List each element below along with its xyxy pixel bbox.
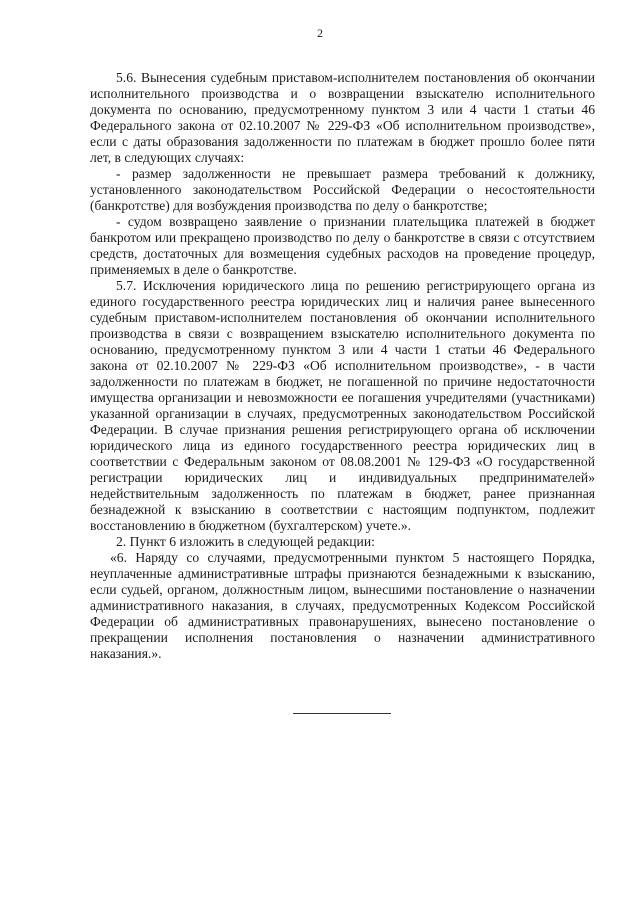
paragraph-amendment-2: 2. Пункт 6 изложить в следующей редакции: [116, 534, 375, 549]
paragraph-5-6: 5.6. Вынесения судебным приставом-исполнителем постановления об окончании исполнительного производства и о возвращении взыскателю исполнительного документа по основанию, предусмотренному пунктом 3 или 4 части 1 статьи 46 Федерального закона от 02.10.2007 № 229-ФЗ «Об исполнительном производстве», если с даты образования задолженности по платежам в бюджет прошло более пяти лет, в следующих случаях: [90, 70, 595, 165]
closing-divider [293, 713, 391, 714]
paragraph-6-quote: «6. Наряду со случаями, предусмотренными пунктом 5 настоящего Порядка, неуплаченные административные штрафы признаются безнадежными к взысканию, если судьей, органом, должностным лицом, вынесшими постановление о назначении административного наказания, в случаях, предусмотренных Кодексом Российской Федерации об административных правонарушениях, вынесено постановление о прекращении исполнения постановления о назначении административного наказания.». [90, 550, 595, 661]
paragraph-5-7: 5.7. Исключения юридического лица по решению регистрирующего органа из единого государственного реестра юридических лиц и наличия ранее вынесенного судебным приставом-исполнителем постановления об окончании исполнительного производства в связи с возвращением взыскателю исполнительного документа по основанию, предусмотренному пунктом 3 или 4 части 1 статьи 46 Федерального закона от 02.10.2007 № 229-ФЗ «Об исполнительном производстве», - в части задолженности по платежам в бюджет, не погашенной по причине недостаточности имущества организации и невозможности ее погашения учредителями (участниками) указанной организации в случаях, предусмотренных законодательством Российской Федерации. В случае признания решения регистрирующего органа об исключении юридического лица из единого государственного реестра юридических лиц в соответствии с Федеральным законом от 08.08.2001 № 129-ФЗ «О государственной регистрации юридических лиц и индивидуальных предпринимателей» недействительным задолженность по платежам в бюджет, ранее признанная безнадежной к взысканию в соответствии с настоящим подпунктом, подлежит восстановлению в бюджетном (бухгалтерском) учете.». [90, 278, 595, 533]
document-body [90, 70, 595, 662]
page-number: 2 [317, 26, 323, 40]
paragraph-5-6-case-1: - размер задолженности не превышает размера требований к должнику, установленного законодательством Российской Федерации о несостоятельности (банкротстве) для возбуждения производства по делу о банкротстве; [90, 166, 595, 213]
paragraph-5-6-case-2: - судом возвращено заявление о признании плательщика платежей в бюджет банкротом или прекращено производство по делу о банкротстве в связи с отсутствием средств, достаточных для возмещения судебных расходов на проведение процедур, применяемых в деле о банкротстве. [90, 214, 595, 277]
